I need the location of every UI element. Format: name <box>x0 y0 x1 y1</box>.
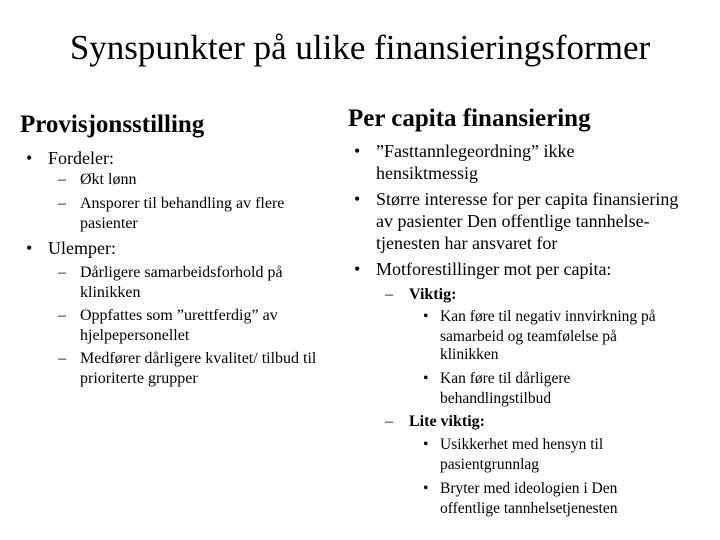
dash-marker: – <box>58 264 66 281</box>
lite-viktig-label: Lite viktig: <box>409 413 485 430</box>
list-item: Dårligere samarbeidsforhold på <box>80 264 283 281</box>
list-item: tjenesten har ansvaret for <box>376 233 558 253</box>
slide-title: Synspunkter på ulike finansieringsformer <box>69 28 651 67</box>
list-item: offentlige tannhelsetjenesten <box>440 500 618 517</box>
dash-marker: – <box>58 307 66 324</box>
bullet-marker: • <box>354 141 361 161</box>
right-column-heading: Per capita finansiering <box>348 105 591 132</box>
list-item: samarbeid og teamfølelse på <box>440 328 617 345</box>
list-item: Usikkerhet med hensyn til <box>440 436 604 453</box>
dash-marker: – <box>385 413 393 430</box>
dash-marker: – <box>58 171 66 188</box>
list-item: pasienter <box>80 215 138 232</box>
list-item: Større interesse for per capita finansiering <box>376 189 679 209</box>
viktig-label: Viktig: <box>409 286 457 303</box>
fordeler-label: Fordeler: <box>48 148 114 168</box>
list-item: pasientgrunnlag <box>440 456 540 473</box>
list-item: Medfører dårligere kvalitet/ tilbud til <box>80 350 317 367</box>
list-item: av pasienter Den offentlige tannhelse- <box>376 211 650 231</box>
list-item: klinikken <box>80 284 141 301</box>
bullet-marker: • <box>423 436 429 453</box>
list-item: Kan føre til negativ innvirkning på <box>440 308 656 325</box>
list-item: Bryter med ideologien i Den <box>440 480 618 497</box>
list-item: Oppfattes som ”urettferdig” av <box>80 307 278 324</box>
list-item: Ansporer til behandling av flere <box>80 195 285 212</box>
list-item: ”Fasttannlegeordning” ikke <box>376 141 575 161</box>
bullet-marker: • <box>354 189 361 209</box>
bullet-marker: • <box>423 370 429 387</box>
bullet-marker: • <box>26 238 33 258</box>
list-item: Motforestillinger mot per capita: <box>376 259 612 279</box>
list-item: klinikken <box>440 346 499 363</box>
list-item: behandlingstilbud <box>440 390 552 407</box>
left-column-heading: Provisjonsstilling <box>20 111 205 138</box>
bullet-marker: • <box>354 259 361 279</box>
list-item: hjelpepersonellet <box>80 327 190 344</box>
dash-marker: – <box>385 286 393 303</box>
list-item: Kan føre til dårligere <box>440 370 571 387</box>
list-item: Økt lønn <box>80 171 137 188</box>
bullet-marker: • <box>423 480 429 497</box>
list-item: hensiktmessig <box>376 163 478 183</box>
list-item: prioriterte grupper <box>80 370 198 387</box>
dash-marker: – <box>58 350 66 367</box>
bullet-marker: • <box>423 308 429 325</box>
dash-marker: – <box>58 195 66 212</box>
ulemper-label: Ulemper: <box>48 238 116 258</box>
bullet-marker: • <box>26 148 33 168</box>
